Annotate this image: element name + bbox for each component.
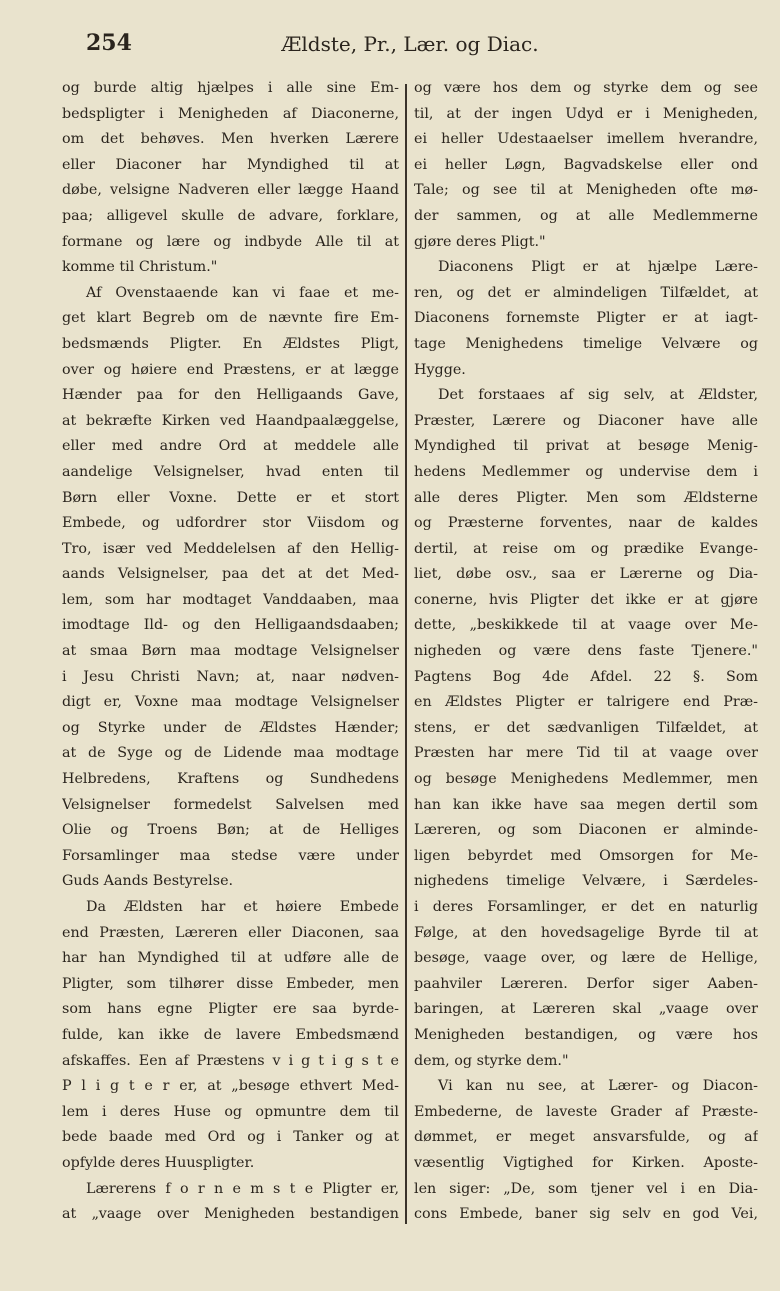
text-line: stens, er det sædvanligen Tilfældet, at xyxy=(414,719,758,736)
text-line: der sammen, og at alle Medlemmerne xyxy=(414,207,758,224)
column-divider xyxy=(405,84,407,1224)
text-line: dømmet, er meget ansvarsfulde, og af xyxy=(414,1129,758,1146)
text-line: get klart Begreb om de nævnte fire Em- xyxy=(62,310,399,327)
text-line: væsentlig Vigtighed for Kirken. Aposte- xyxy=(414,1154,758,1171)
text-line: afskaffes. Een af Præstens v i g t i g s t e xyxy=(62,1052,399,1069)
text-line: til, at der ingen Udyd er i Menigheden, xyxy=(414,105,758,122)
text-line: i Jesu Christi Navn; at, naar nødven- xyxy=(62,668,399,685)
running-title: Ældste, Pr., Lær. og Diac. xyxy=(281,32,539,56)
text-line: bedspligter i Menigheden af Diaconerne, xyxy=(62,105,399,122)
text-line: i deres Forsamlinger, er det en naturlig xyxy=(414,899,758,915)
text-line: tage Menighedens timelige Velvære og xyxy=(414,335,758,352)
text-line: Følge, at den hovedsagelige Byrde til at xyxy=(414,924,758,941)
text-line: Børn eller Voxne. Dette er et stort xyxy=(62,489,399,506)
text-line: dem, og styrke dem." xyxy=(414,1052,569,1069)
text-line: Hænder paa for den Helligaands Gave, xyxy=(62,387,399,404)
text-line: Menigheden bestandigen, og være hos xyxy=(414,1026,758,1043)
left-text-column xyxy=(62,76,399,1228)
text-line: Læreren, og som Diaconen er alminde- xyxy=(414,822,758,839)
text-line: døbe, velsigne Nadveren eller lægge Haand xyxy=(62,182,399,199)
text-line: han kan ikke have saa megen dertil som xyxy=(414,796,758,813)
text-line: og burde altig hjælpes i alle sine Em- xyxy=(62,80,399,96)
text-line: en Ældstes Pligter er talrigere end Præ- xyxy=(414,694,758,711)
text-line: Embederne, de laveste Grader af Præste- xyxy=(414,1103,758,1120)
text-line: gjøre deres Pligt." xyxy=(414,233,546,250)
text-line: og Præsterne forventes, naar de kaldes xyxy=(414,515,758,532)
text-line: Da Ældsten har et høiere Embede xyxy=(86,899,399,915)
text-line: hedens Medlemmer og undervise dem i xyxy=(414,463,758,480)
text-line: P l i g t e r er, at „besøge ethvert Med- xyxy=(62,1078,399,1095)
text-line: cons Embede, baner sig selv en god Vei, xyxy=(414,1206,758,1223)
text-line: og besøge Menighedens Medlemmer, men xyxy=(414,771,758,788)
text-line: Præsten har mere Tid til at vaage over xyxy=(414,745,758,762)
text-line: Hygge. xyxy=(414,361,466,378)
text-line: ren, og det er almindeligen Tilfældet, at xyxy=(414,284,758,301)
text-line: Olie og Troens Bøn; at de Helliges xyxy=(62,822,399,839)
text-line: aandelige Velsignelser, hvad enten til xyxy=(62,463,399,480)
text-line: at smaa Børn maa modtage Velsignelser xyxy=(62,643,399,660)
text-line: baringen, at Læreren skal „vaage over xyxy=(414,1001,758,1018)
text-line: ei heller Udestaaelser imellem hverandre, xyxy=(414,131,758,148)
right-text-column xyxy=(414,76,758,1228)
text-line: opfylde deres Huuspligter. xyxy=(62,1154,255,1171)
text-line: nighedens timelige Velvære, i Særdeles- xyxy=(414,873,758,890)
text-line: Vi kan nu see, at Lærer- og Diacon- xyxy=(438,1078,758,1095)
text-line: nigheden og være dens faste Tjenere." xyxy=(414,643,758,660)
text-line: Forsamlinger maa stedse være under xyxy=(62,847,399,864)
text-line: lem, som har modtaget Vanddaaben, maa xyxy=(62,591,399,608)
text-line: imodtage Ild- og den Helligaandsdaaben; xyxy=(62,617,399,634)
text-line: aands Velsignelser, paa det at det Med- xyxy=(62,566,399,583)
text-line: formane og lære og indbyde Alle til at xyxy=(62,233,399,250)
text-line: besøge, vaage over, og lære de Hellige, xyxy=(414,950,758,967)
text-line: komme til Christum." xyxy=(62,259,218,276)
text-line: at „vaage over Menigheden bestandigen xyxy=(62,1206,399,1223)
text-line: som hans egne Pligter ere saa byrde- xyxy=(62,1001,399,1018)
text-line: har han Myndighed til at udføre alle de xyxy=(62,950,399,967)
text-line: ligen bebyrdet med Omsorgen for Me- xyxy=(414,847,758,864)
text-line: Guds Aands Bestyrelse. xyxy=(62,873,234,890)
text-line: liet, døbe osv., saa er Lærerne og Dia- xyxy=(414,566,758,583)
text-line: eller med andre Ord at meddele alle xyxy=(62,438,399,455)
text-line: Det forstaaes af sig selv, at Ældster, xyxy=(438,387,758,404)
page-number: 254 xyxy=(86,30,132,56)
text-line: og Styrke under de Ældstes Hænder; xyxy=(62,719,399,736)
text-line: bedsmænds Pligter. En Ældstes Pligt, xyxy=(62,335,399,352)
text-line: alle deres Pligter. Men som Ældsterne xyxy=(414,489,758,506)
text-line: len siger: „De, som tjener vel i en Dia- xyxy=(414,1180,758,1197)
text-line: om det behøves. Men hverken Lærere xyxy=(62,131,399,148)
text-line: Helbredens, Kraftens og Sundhedens xyxy=(62,771,399,788)
text-line: Pligter, som tilhører disse Embeder, men xyxy=(62,975,399,992)
text-line: Embede, og udfordrer stor Viisdom og xyxy=(62,515,399,532)
text-line: Diaconens fornemste Pligter er at iagt- xyxy=(414,310,758,327)
text-line: Præster, Lærere og Diaconer have alle xyxy=(414,412,758,429)
text-line: dertil, at reise om og prædike Evange- xyxy=(414,540,758,557)
text-line: conerne, hvis Pligter det ikke er at gjøre xyxy=(414,591,758,608)
text-line: ei heller Løgn, Bagvadskelse eller ond xyxy=(414,156,758,173)
text-line: Tale; og see til at Menigheden ofte mø- xyxy=(414,182,758,199)
text-line: og være hos dem og styrke dem og see xyxy=(414,80,758,96)
text-line: digt er, Voxne maa modtage Velsignelser xyxy=(62,694,399,711)
text-line: paahviler Læreren. Derfor siger Aaben- xyxy=(414,975,758,992)
text-line: eller Diaconer har Myndighed til at xyxy=(62,156,399,173)
text-line: Velsignelser formedelst Salvelsen med xyxy=(62,796,399,813)
text-line: Diaconens Pligt er at hjælpe Lære- xyxy=(438,259,758,276)
text-line: bede baade med Ord og i Tanker og at xyxy=(62,1129,399,1146)
text-line: paa; alligevel skulle de advare, forklare, xyxy=(62,207,399,224)
text-line: Lærerens f o r n e m s t e Pligter er, xyxy=(86,1180,399,1197)
text-line: Tro, især ved Meddelelsen af den Hellig- xyxy=(62,540,399,557)
text-line: Myndighed til privat at besøge Menig- xyxy=(414,438,758,455)
text-line: at de Syge og de Lidende maa modtage xyxy=(62,745,399,762)
text-line: dette, „beskikkede til at vaage over Me- xyxy=(414,617,758,634)
text-line: fulde, kan ikke de lavere Embedsmænd xyxy=(62,1026,399,1043)
text-line: end Præsten, Læreren eller Diaconen, saa xyxy=(62,924,399,941)
text-line: at bekræfte Kirken ved Haandpaalæggelse, xyxy=(62,412,399,429)
text-line: lem i deres Huse og opmuntre dem til xyxy=(62,1103,399,1120)
text-line: Af Ovenstaaende kan vi faae et me- xyxy=(86,284,399,301)
text-line: Pagtens Bog 4de Afdel. 22 §. Som xyxy=(414,668,758,685)
text-line: over og høiere end Præstens, er at lægge xyxy=(62,361,399,378)
